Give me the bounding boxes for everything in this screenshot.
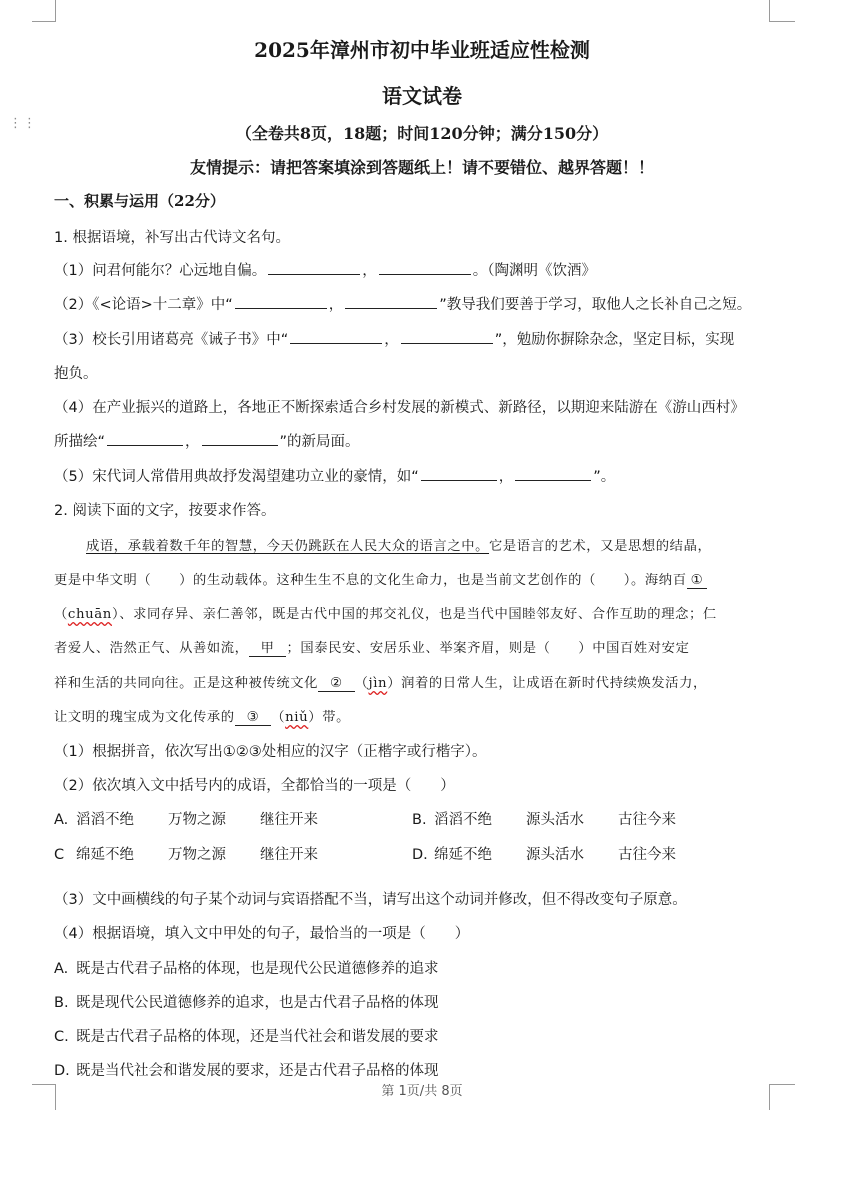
exam-title: 2025年漳州市初中毕业班适应性检测 [254,38,590,62]
answer-blank[interactable] [401,329,493,344]
underlined-sentence: 成语，承载着数千年的智慧，今天仍跳跃在人民大众的语言之中。 [86,539,490,554]
blank-mark-3[interactable]: ③ [235,710,272,726]
passage-line-2: 更是中华文明（ ）的生动载体。这种生生不息的文化生命力，也是当前文艺创作的（ ）。海纳百 ① [54,569,707,589]
passage-line-4: 者爱人、浩然正气、从善如流， 甲 ；国泰民安、安居乐业、举案齐眉，则是（ ）中国百姓对安定 [54,637,689,657]
q2-sub-2: （2）依次填入文中括号内的成语，全都恰当的一项是（ ） [54,778,455,794]
q2-sub-4: （4）根据语境，填入文中甲处的句子，最恰当的一项是（ ） [54,926,470,942]
option-4c[interactable]: C. 既是古代君子品格的体现，还是当代社会和谐发展的要求 [54,1029,439,1045]
q1-item-2: （2）《<论语>十二章》中“ ， ”教导我们要善于学习，取他人之长补自己之短。 [54,293,751,314]
blank-mark-2[interactable]: ② [318,676,355,692]
q1-item-4: （4）在产业振兴的道路上，各地正不断探索适合乡村发展的新模式、新路径，以期迎来陆游在《游山西村》 [54,400,745,416]
crop-mark-top-right-v [769,0,770,22]
q2-sub-1: （1）根据拼音，依次写出①②③处相应的汉字（正楷字或行楷字）。 [54,744,487,760]
crop-mark-top-left-h [32,21,56,22]
answer-blank[interactable] [379,260,471,275]
option-4a[interactable]: A. 既是古代君子品格的体现，也是现代公民道德修养的追求 [54,961,439,977]
blank-mark-1[interactable]: ① [687,573,708,589]
blank-mark-jia[interactable]: 甲 [249,637,287,657]
answer-blank[interactable] [202,431,278,446]
option-4b[interactable]: B. 既是现代公民道德修养的追求，也是古代君子品格的体现 [54,995,439,1011]
exam-subtitle: 语文试卷 [382,84,462,108]
crop-mark-top-left-v [55,0,56,22]
answer-blank[interactable] [421,466,497,481]
page-number: 第 1页/共 8页 [381,1084,463,1099]
q1-item-1: （1）问君何能尔？心远地自偏。 ， 。（陶渊明《饮酒》 [54,259,596,280]
passage-line-5: 祥和生活的共同向往。正是这种被传统文化 ② （jìn）润着的日常人生，让成语在新时代持续焕发活力， [54,676,707,691]
answer-blank[interactable] [515,466,591,481]
exam-info: （全卷共8页，18题；时间120分钟；满分150分） [235,124,609,143]
pinyin-3: niǔ [285,710,309,725]
answer-blank[interactable] [235,294,327,309]
drag-handle-icon[interactable]: ⋮⋮ [9,116,37,131]
option-c[interactable]: C 绵延不绝 万物之源 继往开来 [54,847,318,863]
answer-blank[interactable] [268,260,360,275]
q1-item-3: （3）校长引用诸葛亮《诫子书》中“ ， ”，勉励你摒除杂念，坚定目标，实现 [54,328,734,349]
answer-blank[interactable] [345,294,437,309]
section-heading: 一、积累与运用（22分） [54,192,225,210]
passage-line-1: 成语，承载着数千年的智慧，今天仍跳跃在人民大众的语言之中。它是语言的艺术，又是思想的结晶， [86,539,712,554]
answer-blank[interactable] [107,431,183,446]
option-d[interactable]: D. 绵延不绝 源头活水 古往今来 [412,847,676,863]
option-a[interactable]: A. 滔滔不绝 万物之源 继往开来 [54,812,318,828]
pinyin-2: jìn [368,676,388,691]
exam-tip: 友情提示：请把答案填涂到答题纸上！请不要错位、越界答题！！ [189,158,654,177]
option-4d[interactable]: D. 既是当代社会和谐发展的要求，还是古代君子品格的体现 [54,1063,439,1079]
q1-item-3-cont: 抱负。 [54,366,98,382]
passage-line-3: （chuān）、求同存异、亲仁善邻，既是古代中国的邦交礼仪，也是当代中国睦邻友好、合作互助的理念；仁 [54,607,717,622]
crop-mark-top-right-h [769,21,795,22]
q1-item-4-cont: 所描绘“ ， ”的新局面。 [54,430,360,451]
pinyin-1: chuān [67,607,112,622]
passage-line-6: 让文明的瑰宝成为文化传承的 ③ （niǔ）带。 [54,710,350,725]
q1-stem: 1. 根据语境，补写出古代诗文名句。 [54,230,290,246]
q1-item-5: （5）宋代词人常借用典故抒发渴望建功立业的豪情，如“ ， ”。 [54,465,615,486]
q2-sub-3: （3）文中画横线的句子某个动词与宾语搭配不当，请写出这个动词并修改，但不得改变句子原意。 [54,892,687,908]
q2-stem: 2. 阅读下面的文字，按要求作答。 [54,503,276,519]
option-b[interactable]: B. 滔滔不绝 源头活水 古往今来 [412,812,676,828]
answer-blank[interactable] [290,329,382,344]
